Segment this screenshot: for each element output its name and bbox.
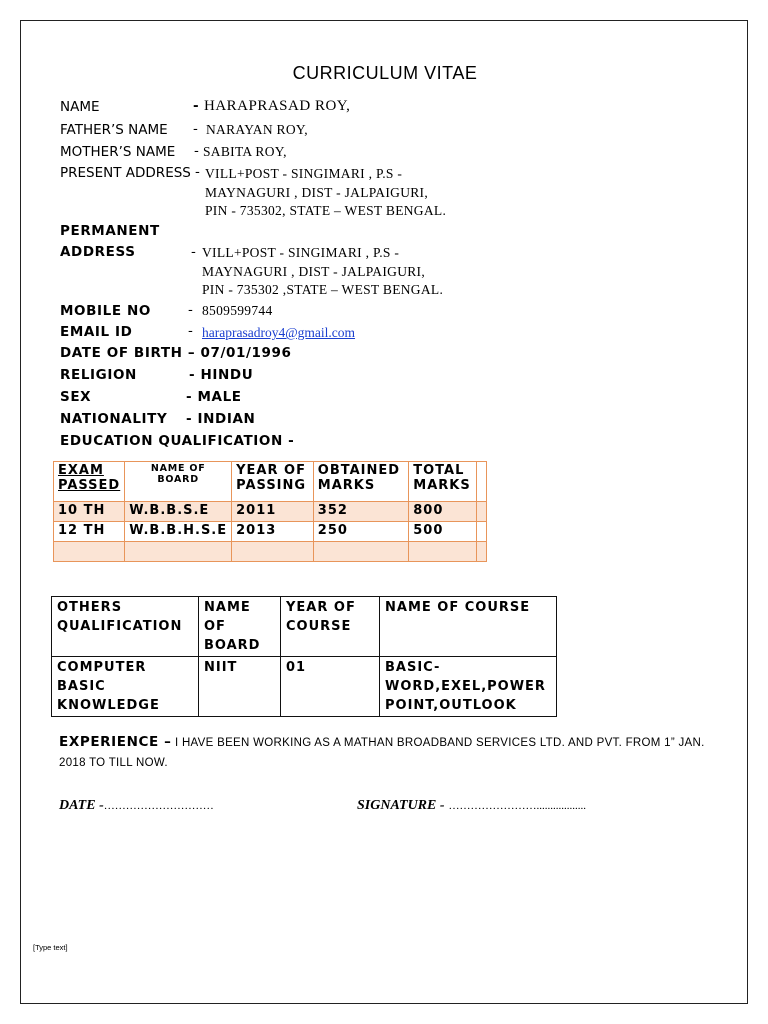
name-label: NAME bbox=[60, 99, 100, 115]
header-year-of-passing bbox=[232, 462, 314, 502]
cell-text: BASIC bbox=[57, 679, 106, 694]
cell-text: BASIC- bbox=[385, 660, 441, 675]
sex-value: - MALE bbox=[186, 389, 242, 405]
permanent-address-label: PERMANENT bbox=[60, 223, 160, 239]
cv-page bbox=[20, 20, 748, 1004]
date-line bbox=[59, 796, 214, 814]
email-link[interactable]: haraprasadroy4@gmail.com bbox=[202, 325, 356, 340]
header-name-of-board bbox=[125, 462, 232, 502]
experience-section bbox=[59, 733, 729, 773]
date-label: DATE - bbox=[59, 798, 104, 813]
religion-value: - HINDU bbox=[189, 367, 254, 383]
permanent-address-separator: - bbox=[191, 244, 196, 260]
mother-name-separator: - bbox=[194, 143, 199, 159]
table-cell: 250 bbox=[313, 522, 408, 542]
header-text: NAME bbox=[204, 600, 251, 615]
header-text: OTHERS bbox=[57, 600, 123, 615]
table-cell bbox=[54, 542, 125, 562]
table-cell: 10 TH bbox=[54, 502, 125, 522]
table-spacer-cell bbox=[477, 462, 487, 502]
father-name-label: FATHER’S NAME bbox=[60, 122, 168, 138]
mother-name-label: MOTHER’S NAME bbox=[60, 144, 176, 160]
header-text: NAME OF COURSE bbox=[385, 600, 531, 615]
header-text: OBTAINED bbox=[317, 463, 401, 478]
header-total-marks bbox=[409, 462, 477, 502]
header-year-of-course bbox=[281, 597, 380, 657]
present-address-separator: - bbox=[195, 164, 200, 180]
signature-line bbox=[357, 796, 586, 814]
present-address-line: VILL+POST - SINGIMARI , P.S - bbox=[205, 166, 403, 181]
experience-text: I HAVE BEEN WORKING AS A MATHAN BROADBAND SERVICES LTD. AND PVT. FROM 1” JAN. 2018 TO TILL NOW. bbox=[59, 737, 705, 769]
table-row bbox=[54, 522, 487, 542]
table-cell bbox=[281, 657, 380, 717]
cell-text: COMPUTER bbox=[57, 660, 147, 675]
footer-placeholder: [Type text] bbox=[33, 943, 68, 952]
table-cell: 2011 bbox=[232, 502, 314, 522]
name-value: HARAPRASAD ROY, bbox=[204, 98, 351, 114]
date-dots: ………………………… bbox=[103, 800, 214, 812]
present-address-label: PRESENT ADDRESS bbox=[60, 165, 191, 181]
table-cell: 352 bbox=[313, 502, 408, 522]
signature-dots: …………………….................. bbox=[448, 800, 587, 812]
header-text: OF bbox=[204, 619, 226, 634]
header-text: NAME OF bbox=[150, 463, 206, 474]
mobile-label: MOBILE NO bbox=[60, 303, 151, 319]
sex-label: SEX bbox=[60, 389, 92, 405]
cell-text: 01 bbox=[286, 660, 307, 675]
header-text: YEAR OF bbox=[236, 463, 306, 478]
header-text: MARKS bbox=[317, 478, 376, 493]
table-cell bbox=[380, 657, 557, 717]
table-row bbox=[52, 657, 557, 717]
table-cell bbox=[232, 542, 314, 562]
cell-text: POINT,OUTLOOK bbox=[385, 698, 517, 713]
table-cell bbox=[199, 657, 281, 717]
date-of-birth: DATE OF BIRTH – 07/01/1996 bbox=[60, 345, 292, 361]
cell-text: WORD,EXEL,POWER bbox=[385, 679, 546, 694]
table-cell: 800 bbox=[409, 502, 477, 522]
cell-text: KNOWLEDGE bbox=[57, 698, 160, 713]
header-text: EXAM bbox=[58, 463, 104, 478]
permanent-address-line: PIN - 735302 ,STATE – WEST BENGAL. bbox=[202, 282, 444, 297]
present-address-line: MAYNAGURI , DIST - JALPAIGURI, bbox=[205, 185, 429, 200]
table-header-row bbox=[52, 597, 557, 657]
email-separator: - bbox=[188, 323, 193, 339]
cell-text: NIIT bbox=[204, 660, 238, 675]
header-name-of-board bbox=[199, 597, 281, 657]
email-label: EMAIL ID bbox=[60, 324, 133, 340]
table-cell: 12 TH bbox=[54, 522, 125, 542]
education-table bbox=[53, 461, 487, 562]
table-cell bbox=[313, 542, 408, 562]
present-address-line: PIN - 735302, STATE – WEST BENGAL. bbox=[205, 203, 447, 218]
header-text: QUALIFICATION bbox=[57, 619, 183, 634]
header-text: MARKS bbox=[413, 478, 471, 493]
header-text: PASSED bbox=[58, 478, 121, 493]
father-name-separator: - bbox=[193, 121, 198, 137]
table-spacer-cell bbox=[477, 542, 487, 562]
permanent-address-label: ADDRESS bbox=[60, 244, 136, 260]
nationality-value: - INDIAN bbox=[186, 411, 256, 427]
header-text: YEAR OF bbox=[286, 600, 356, 615]
header-name-of-course bbox=[380, 597, 557, 657]
education-heading: EDUCATION QUALIFICATION - bbox=[60, 433, 295, 449]
table-cell bbox=[52, 657, 199, 717]
table-row-empty bbox=[54, 542, 487, 562]
mother-name-value: SABITA ROY, bbox=[203, 144, 287, 159]
experience-label: EXPERIENCE – bbox=[59, 734, 172, 750]
header-obtained-marks bbox=[313, 462, 408, 502]
table-cell: 500 bbox=[409, 522, 477, 542]
header-exam-passed bbox=[54, 462, 125, 502]
name-separator: - bbox=[193, 98, 199, 114]
table-row bbox=[54, 502, 487, 522]
nationality-label: NATIONALITY bbox=[60, 411, 168, 427]
mobile-separator: - bbox=[188, 302, 193, 318]
others-qualification-table bbox=[51, 596, 557, 717]
header-others-qualification bbox=[52, 597, 199, 657]
religion-label: RELIGION bbox=[60, 367, 137, 383]
table-cell: W.B.B.S.E bbox=[125, 502, 232, 522]
page-title: CURRICULUM VITAE bbox=[292, 63, 478, 83]
permanent-address-line: VILL+POST - SINGIMARI , P.S - bbox=[202, 245, 400, 260]
header-text: TOTAL bbox=[413, 463, 465, 478]
father-name-value: NARAYAN ROY, bbox=[206, 122, 308, 137]
header-text: COURSE bbox=[286, 619, 352, 634]
header-text: BOARD bbox=[157, 474, 199, 485]
header-text: BOARD bbox=[204, 638, 261, 653]
table-header-row bbox=[54, 462, 487, 502]
table-spacer-cell bbox=[477, 502, 487, 522]
table-cell bbox=[125, 542, 232, 562]
mobile-value: 8509599744 bbox=[202, 303, 273, 318]
permanent-address-line: MAYNAGURI , DIST - JALPAIGURI, bbox=[202, 264, 426, 279]
table-cell: W.B.B.H.S.E bbox=[125, 522, 232, 542]
header-text: PASSING bbox=[236, 478, 307, 493]
table-cell: 2013 bbox=[232, 522, 314, 542]
table-spacer-cell bbox=[477, 522, 487, 542]
table-cell bbox=[409, 542, 477, 562]
signature-label: SIGNATURE - bbox=[357, 798, 445, 813]
